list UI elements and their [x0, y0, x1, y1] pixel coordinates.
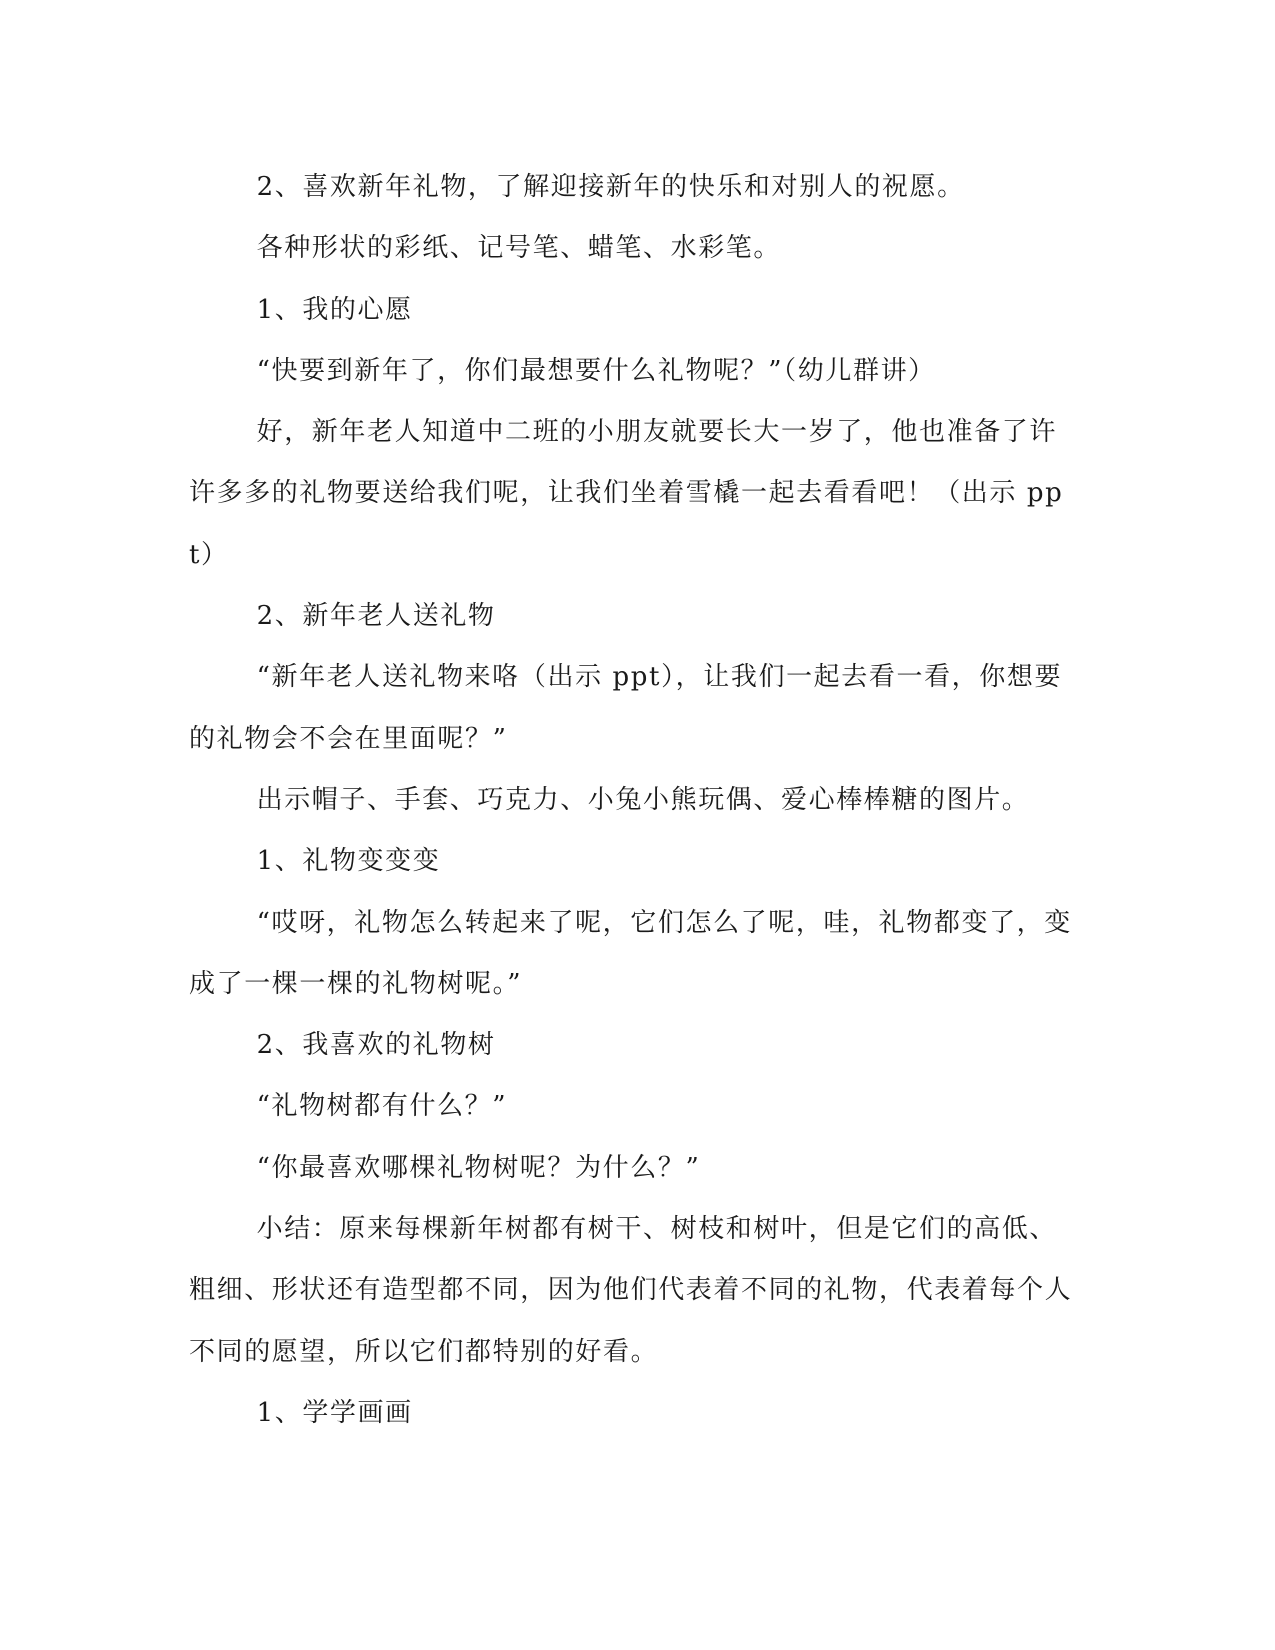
- paragraph-step-gift-giving: 2、新年老人送礼物: [256, 601, 496, 632]
- paragraph-gift-trees: “哎呀，礼物怎么转起来了呢，它们怎么了呢，哇，礼物都变了，变成了一棵一棵的礼物树呢。”: [189, 907, 1072, 999]
- document-body: [189, 157, 1079, 1444]
- paragraph-question-favorite: “你最喜欢哪棵礼物树呢？为什么？”: [256, 1152, 701, 1183]
- paragraph-gift-arrives: “新年老人送礼物来咯（出示 ppt），让我们一起去看一看，你想要的礼物会不会在里面呢？”: [189, 662, 1063, 754]
- paragraph-summary: 小结：原来每棵新年树都有树干、树枝和树叶，但是它们的高低、粗细、形状还有造型都不同，因为他们代表着不同的礼物，代表着每个人不同的愿望，所以它们都特别的好看。: [189, 1214, 1073, 1367]
- paragraph-step-gift-change: 1、礼物变变变: [256, 846, 441, 877]
- paragraph-goal-2: 2、喜欢新年礼物，了解迎接新年的快乐和对别人的祝愿。: [256, 172, 965, 202]
- paragraph-question-gift: “快要到新年了，你们最想要什么礼物呢？”（幼儿群讲）: [256, 355, 936, 386]
- paragraph-question-tree: “礼物树都有什么？”: [256, 1091, 508, 1122]
- paragraph-step-drawing: 1、学学画画: [256, 1397, 413, 1428]
- paragraph-step-favorite-tree: 2、我喜欢的礼物树: [256, 1030, 496, 1061]
- paragraph-new-year-elder: 好，新年老人知道中二班的小朋友就要长大一岁了，他也准备了许许多多的礼物要送给我们呢，让我们坐着雪橇一起去看看吧！（出示 ppt）: [189, 417, 1064, 570]
- paragraph-step-my-wish: 1、我的心愿: [256, 294, 413, 325]
- paragraph-materials: 各种形状的彩纸、记号笔、蜡笔、水彩笔。: [256, 233, 781, 264]
- paragraph-show-pictures: 出示帽子、手套、巧克力、小兔小熊玩偶、爱心棒棒糖的图片。: [256, 784, 1030, 815]
